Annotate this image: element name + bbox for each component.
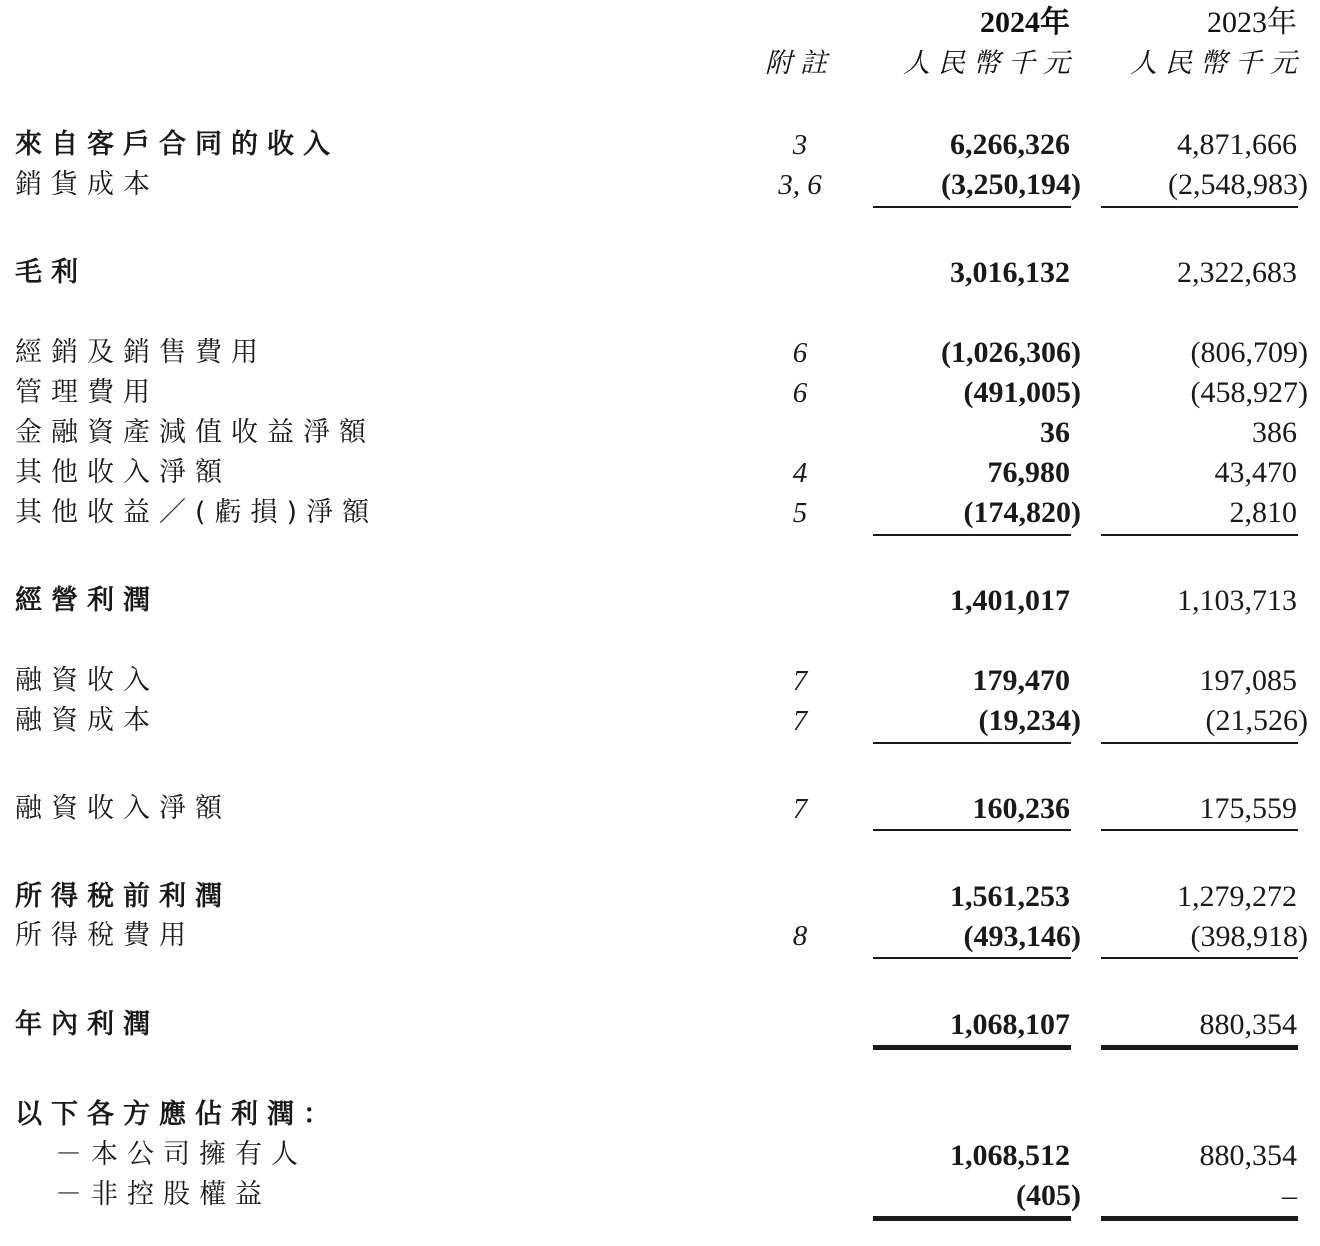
row-label-other-gains-losses: 其他收益／(虧損)淨額 <box>15 497 379 528</box>
header-note-label: 附註 <box>765 48 835 79</box>
row-current-finance-costs: (19,234) <box>978 704 1081 737</box>
row-label-profit-before-tax: 所得稅前利潤 <box>15 881 231 912</box>
row-note-revenue: 3 <box>792 129 808 161</box>
row-current-impairment-gain: 36 <box>1040 416 1070 449</box>
row-prior-finance-income: 197,085 <box>1199 664 1297 697</box>
row-label-impairment-gain: 金融資產減值收益淨額 <box>15 417 375 448</box>
header-year-current: 2024年 <box>980 6 1070 39</box>
row-label-finance-income: 融資收入 <box>15 665 159 696</box>
row-note-cost-of-sales: 3, 6 <box>778 169 822 201</box>
row-label-finance-costs: 融資成本 <box>15 705 159 736</box>
subtotal-rule <box>1101 742 1298 744</box>
row-prior-profit-before-tax: 1,279,272 <box>1177 880 1297 913</box>
row-prior-other-gains-losses: 2,810 <box>1229 496 1297 529</box>
row-current-admin-expenses: (491,005) <box>963 376 1081 409</box>
row-prior-non-controlling: – <box>1282 1179 1297 1212</box>
row-prior-impairment-gain: 386 <box>1252 416 1297 449</box>
row-prior-revenue: 4,871,666 <box>1177 128 1297 161</box>
header-year-prior: 2023年 <box>1207 6 1297 39</box>
row-current-operating-profit: 1,401,017 <box>950 584 1070 617</box>
row-prior-operating-profit: 1,103,713 <box>1177 584 1297 617</box>
row-prior-finance-costs: (21,526) <box>1205 704 1308 737</box>
row-prior-income-tax: (398,918) <box>1190 920 1308 953</box>
subtotal-rule <box>1101 829 1298 831</box>
row-prior-other-income: 43,470 <box>1214 456 1297 489</box>
subtotal-rule <box>873 742 1071 744</box>
header-unit-prior: 人民幣千元 <box>1130 48 1305 79</box>
row-current-non-controlling: (405) <box>1016 1179 1081 1212</box>
total-double-rule <box>1101 1045 1298 1050</box>
row-prior-admin-expenses: (458,927) <box>1190 376 1308 409</box>
row-label-operating-profit: 經營利潤 <box>15 585 159 616</box>
row-current-gross-profit: 3,016,132 <box>950 256 1070 289</box>
subtotal-rule <box>873 534 1071 536</box>
row-current-other-income: 76,980 <box>987 456 1070 489</box>
row-current-profit-before-tax: 1,561,253 <box>950 880 1070 913</box>
row-note-income-tax: 8 <box>792 920 808 952</box>
row-prior-selling-expenses: (806,709) <box>1190 336 1308 369</box>
subtotal-rule <box>873 206 1071 208</box>
subtotal-rule <box>873 957 1071 959</box>
row-note-other-gains-losses: 5 <box>792 497 808 529</box>
header-unit-current: 人民幣千元 <box>903 48 1078 79</box>
row-prior-net-finance-income: 175,559 <box>1199 792 1297 825</box>
row-label-owners: －本公司擁有人 <box>55 1139 307 1170</box>
row-prior-gross-profit: 2,322,683 <box>1177 256 1297 289</box>
row-current-cost-of-sales: (3,250,194) <box>941 168 1081 201</box>
subtotal-rule <box>1101 534 1298 536</box>
row-label-cost-of-sales: 銷貨成本 <box>15 169 159 200</box>
row-note-other-income: 4 <box>792 457 808 489</box>
row-label-net-finance-income: 融資收入淨額 <box>15 793 231 824</box>
row-label-profit-for-year: 年內利潤 <box>15 1009 159 1040</box>
row-note-selling-expenses: 6 <box>792 337 808 369</box>
row-current-owners: 1,068,512 <box>950 1139 1070 1172</box>
row-prior-owners: 880,354 <box>1199 1139 1297 1172</box>
row-label-admin-expenses: 管理費用 <box>15 377 159 408</box>
row-note-finance-income: 7 <box>792 665 808 697</box>
row-current-finance-income: 179,470 <box>972 664 1070 697</box>
row-note-admin-expenses: 6 <box>792 377 808 409</box>
row-label-non-controlling: －非控股權益 <box>55 1179 271 1210</box>
total-double-rule <box>873 1045 1071 1050</box>
row-note-finance-costs: 7 <box>792 705 808 737</box>
subtotal-rule <box>873 829 1071 831</box>
row-prior-profit-for-year: 880,354 <box>1199 1008 1297 1041</box>
row-current-income-tax: (493,146) <box>963 920 1081 953</box>
row-label-income-tax: 所得稅費用 <box>15 920 195 951</box>
row-current-profit-for-year: 1,068,107 <box>950 1008 1070 1041</box>
row-current-net-finance-income: 160,236 <box>972 792 1070 825</box>
row-label-revenue: 來自客戶合同的收入 <box>15 129 339 160</box>
row-label-attributable-to: 以下各方應佔利潤： <box>15 1099 339 1130</box>
row-prior-cost-of-sales: (2,548,983) <box>1168 168 1308 201</box>
row-label-other-income: 其他收入淨額 <box>15 457 231 488</box>
row-label-gross-profit: 毛利 <box>15 257 87 288</box>
total-double-rule <box>1101 1216 1298 1221</box>
row-current-other-gains-losses: (174,820) <box>963 496 1081 529</box>
row-current-revenue: 6,266,326 <box>950 128 1070 161</box>
total-double-rule <box>873 1216 1071 1221</box>
row-current-selling-expenses: (1,026,306) <box>941 336 1081 369</box>
row-note-net-finance-income: 7 <box>792 793 808 825</box>
subtotal-rule <box>1101 957 1298 959</box>
subtotal-rule <box>1101 206 1298 208</box>
row-label-selling-expenses: 經銷及銷售費用 <box>15 337 267 368</box>
